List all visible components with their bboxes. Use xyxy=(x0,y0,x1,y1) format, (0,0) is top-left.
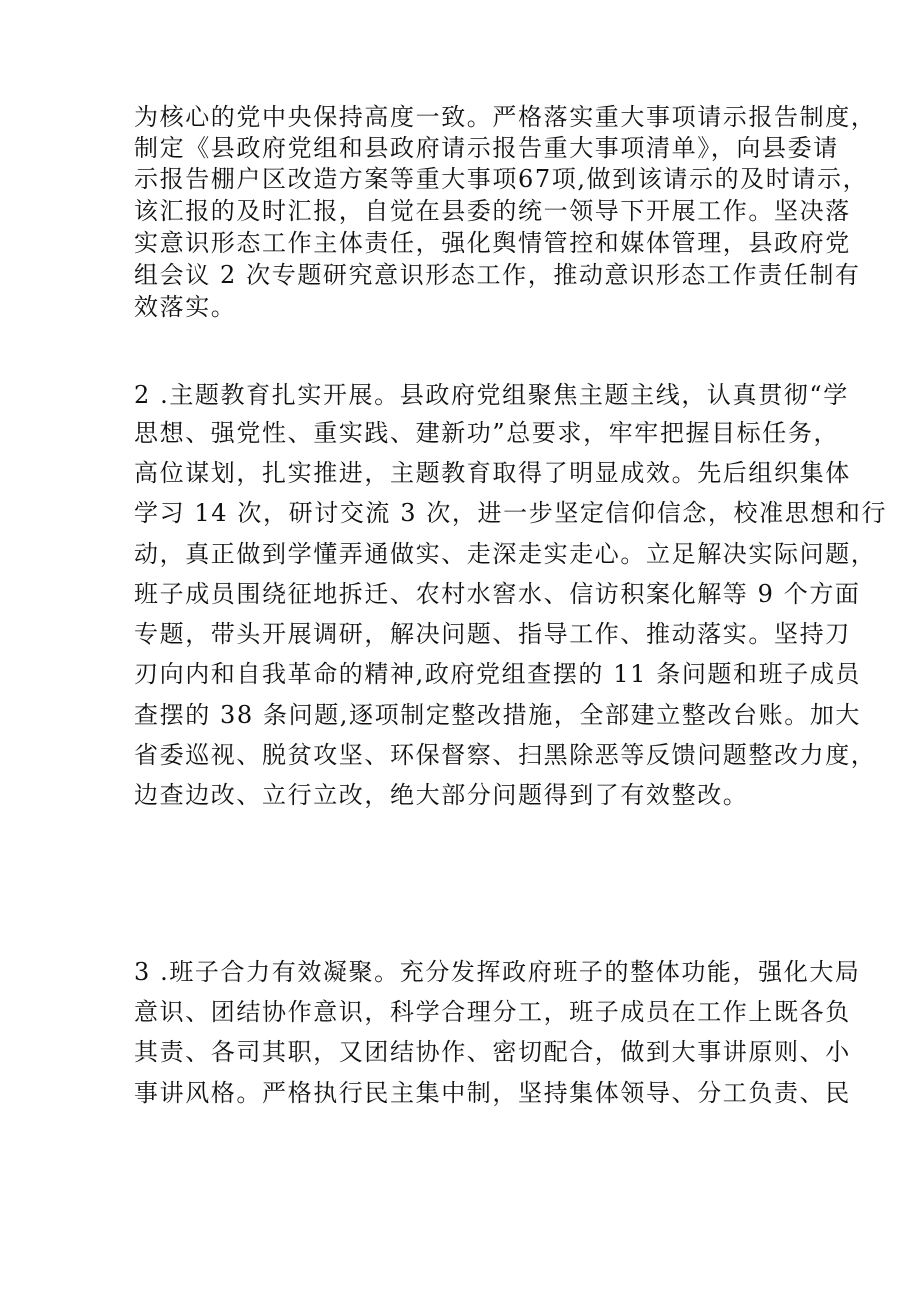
text-line: 动，真正做到学懂弄通做实、走深走实走心。立足解决实际问题， xyxy=(134,540,877,568)
text-line: 事讲风格。严格执行民主集中制，坚持集体领导、分工负责、民 xyxy=(134,1079,851,1107)
text-line: 查摆的 38 条问题,逐项制定整改措施，全部建立整改台账。加大 xyxy=(134,701,862,729)
text-line: 思想、强党性、重实践、建新功”总要求，牢牢把握目标任务， xyxy=(134,419,840,447)
text-line: 2 .主题教育扎实开展。县政府党组聚焦主题主线，认真贯彻“学 xyxy=(134,381,849,409)
text-line: 其责、各司其职，又团结协作、密切配合，做到大事讲原则、小 xyxy=(134,1038,851,1066)
text-line: 该汇报的及时汇报，自觉在县委的统一领导下开展工作。坚决落 xyxy=(134,197,851,225)
text-line: 为核心的党中央保持高度一致。严格落实重大事项请示报告制度， xyxy=(134,103,877,131)
text-line: 学习 14 次，研讨交流 3 次，进一步坚定信仰信念，校准思想和行 xyxy=(134,499,888,527)
text-line: 意识、团结协作意识，科学合理分工，班子成员在工作上既各负 xyxy=(134,998,851,1026)
text-line: 3 .班子合力有效凝聚。充分发挥政府班子的整体功能，强化大局 xyxy=(134,958,861,986)
text-line: 高位谋划，扎实推进，主题教育取得了明显成效。先后组织集体 xyxy=(134,459,851,487)
text-line: 边查边改、立行立改，绝大部分问题得到了有效整改。 xyxy=(134,781,749,809)
text-line: 制定《县政府党组和县政府请示报告重大事项清单》，向县委请 xyxy=(134,134,839,162)
text-line: 省委巡视、脱贫攻坚、环保督察、扫黑除恶等反馈问题整改力度， xyxy=(134,741,877,769)
text-line: 班子成员围绕征地拆迁、农村水窖水、信访积案化解等 9 个方面 xyxy=(134,580,861,608)
text-line: 示报告棚户区改造方案等重大事项67项,做到该请示的及时请示， xyxy=(134,165,869,193)
text-line: 组会议 2 次专题研究意识形态工作，推动意识形态工作责任制有 xyxy=(134,261,861,289)
text-line: 效落实。 xyxy=(134,293,237,321)
text-line: 刃向内和自我革命的精神,政府党组查摆的 11 条问题和班子成员 xyxy=(134,660,862,688)
text-line: 专题，带头开展调研，解决问题、指导工作、推动落实。坚持刀 xyxy=(134,620,851,648)
text-line: 实意识形态工作主体责任，强化舆情管控和媒体管理，县政府党 xyxy=(134,229,851,257)
